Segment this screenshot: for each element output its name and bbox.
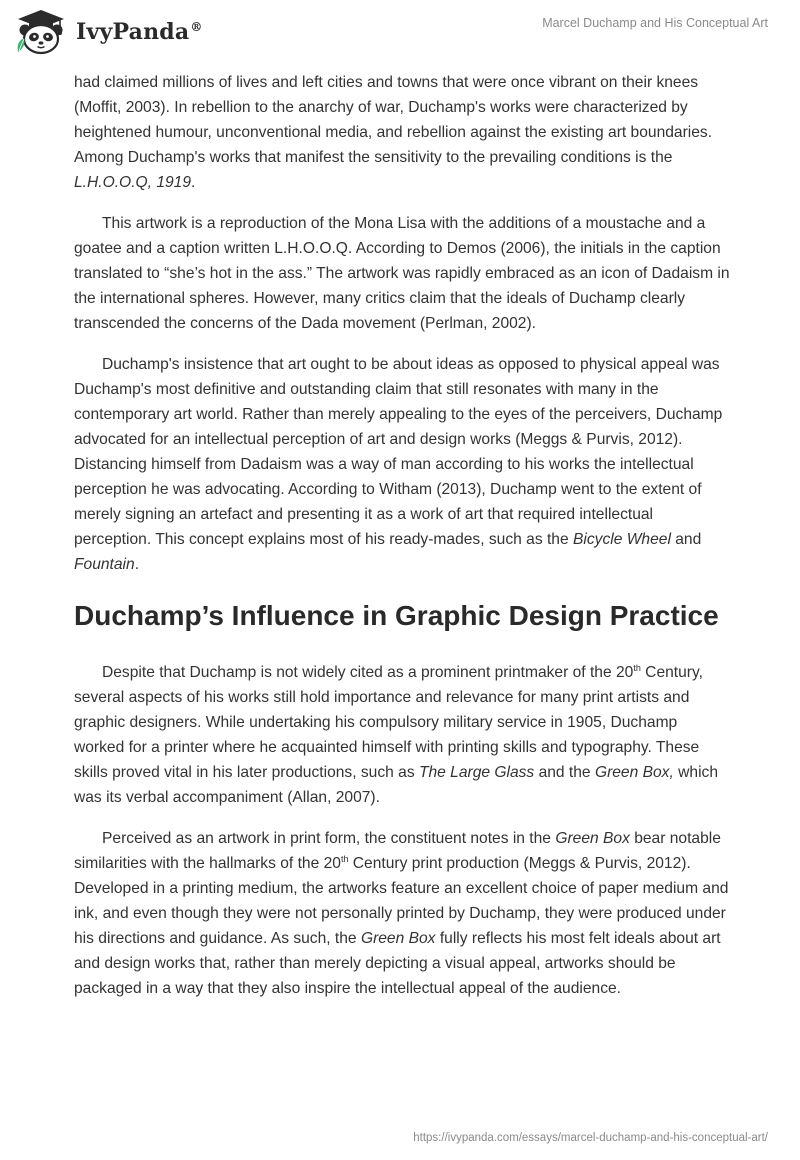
section-heading: Duchamp’s Influence in Graphic Design Practice xyxy=(74,600,719,631)
registered-mark: ® xyxy=(190,19,203,34)
paragraph: This artwork is a reproduction of the Mona Lisa with the additions of a moustache and a goatee and a caption written L.H.O.O.Q. According to Demos (2006), the initials in the caption translated to “she’s hot in the ass.” The artwork was rapidly embraced as an icon of Dadaism in the international spheres. However, many critics claim that the ideals of Duchamp clearly transcended the concerns of the Dada movement (Perlman, 2002). xyxy=(74,215,730,332)
ivypanda-logo[interactable] xyxy=(14,8,203,56)
logo-text: IvyPanda® xyxy=(76,19,203,45)
paragraph: had claimed millions of lives and left cities and towns that were once vibrant on their knees (Moffit, 2003). In rebellion to the anarchy of war, Duchamp's works were characterized by heightened humour, unconventional media, and rebellion against the existing art boundaries. Among Duchamp's works that manifest the sensitivity to the prevailing conditions is the L.H.O.O.Q, 1919. xyxy=(74,74,713,191)
source-url-link[interactable]: https://ivypanda.com/essays/marcel-duchamp-and-his-conceptual-art/ xyxy=(413,1132,768,1144)
paragraph: Despite that Duchamp is not widely cited as a prominent printmaker of the 20th Century, several aspects of his works still hold importance and relevance for many print artists and graphic designers. While undertaking his compulsory military service in 1905, Duchamp worked for a printer where he acquainted himself with printing skills and typography. These skills proved vital in his later productions, such as The Large Glass and the Green Box, which was its verbal accompaniment (Allan, 2007). xyxy=(74,662,719,806)
paragraph: Duchamp's insistence that art ought to be about ideas as opposed to physical appeal was Duchamp's most definitive and outstanding claim that still resonates with many in the contemporary art world. Rather than merely appealing to the eyes of the perceivers, Duchamp advocated for an intellectual perception of art and design works (Meggs & Purvis, 2012). Distancing himself from Dadaism was a way of man according to his works the intellectual perception he was advocating. According to Witham (2013), Duchamp went to the extent of merely signing an artefact and presenting it as a work of art that required intellectual perception. This concept explains most of his ready-mades, such as the Bicycle Wheel and Fountain. xyxy=(74,356,723,573)
panda-graduate-icon xyxy=(14,8,68,56)
essay-body xyxy=(74,70,730,1017)
page-header xyxy=(0,0,800,70)
document-title: Marcel Duchamp and His Conceptual Art xyxy=(542,16,768,30)
paragraph: Perceived as an artwork in print form, the constituent notes in the Green Box bear notable similarities with the hallmarks of the 20th Century print production (Meggs & Purvis, 2012). Developed in a printing medium, the artworks feature an excellent choice of paper medium and ink, and even though they were not personally printed by Duchamp, they were produced under his directions and guidance. As such, the Green Box fully reflects his most felt ideals about art and design works that, rather than merely depicting a visual appeal, artworks should be packaged in a way that they also inspire the intellectual appeal of the audience. xyxy=(74,830,729,997)
